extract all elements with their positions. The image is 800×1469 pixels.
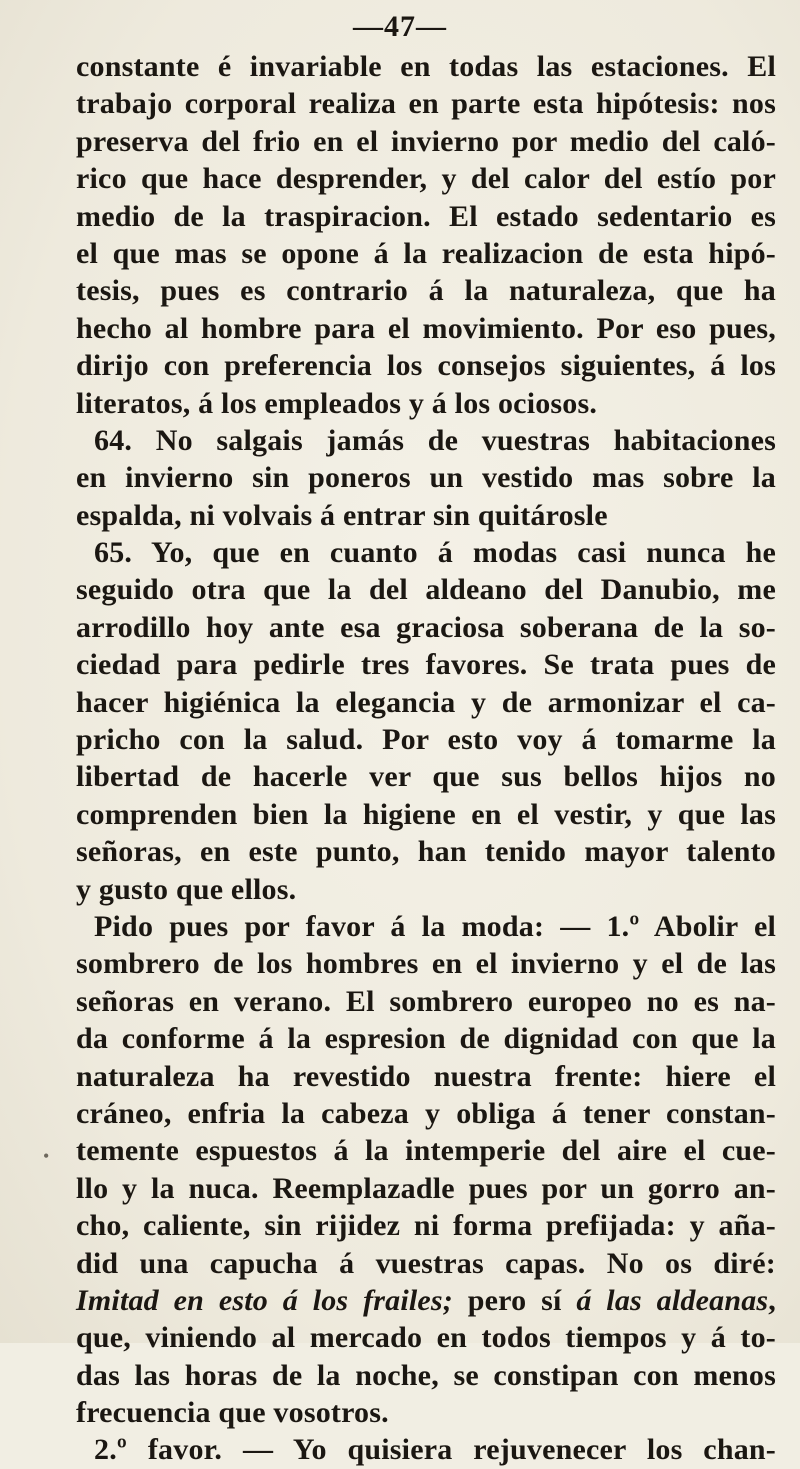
text-line: espalda, ni volvais á entrar sin quitárosle <box>76 498 608 532</box>
text-line: da conforme á la espresion de dignidad con que la <box>76 1022 776 1056</box>
text-line: hacer higiénica la elegancia y de armonizar el ca- <box>76 685 776 719</box>
text-line: libertad de hacerle ver que sus bellos hijos no <box>76 760 776 794</box>
text-line: tesis, pues es contrario á la naturaleza, que ha <box>76 274 776 308</box>
text-line: señoras, en este punto, han tenido mayor talento <box>76 835 776 869</box>
text-line: seguido otra que la del aldeano del Danubio, me <box>76 573 776 607</box>
text-line: dirijo con preferencia los consejos siguientes, á los <box>76 349 776 383</box>
paragraph-65-start: 65. Yo, que en cuanto á modas casi nunca he <box>94 536 776 570</box>
text-line: llo y la nuca. Reemplazadle pues por un gorro an- <box>76 1171 776 1205</box>
paragraph-64-start: 64. No salgais jamás de vuestras habitaciones <box>94 423 776 457</box>
text-line: señoras en verano. El sombrero europeo no es na- <box>76 984 776 1018</box>
text-line: en invierno sin poneros un vestido mas sobre la <box>76 461 776 495</box>
text-line: arrodillo hoy ante esa graciosa soberana de la so- <box>76 610 776 644</box>
text-line: frecuencia que vosotros. <box>76 1396 389 1430</box>
text-line: y gusto que ellos. <box>76 872 297 906</box>
text-line: trabajo corporal realiza en parte esta hipótesis: nos <box>76 87 776 121</box>
text-line: hecho al hombre para el movimiento. Por eso pues, <box>76 311 776 345</box>
text-line: que, viniendo al mercado en todos tiempos y á to- <box>76 1321 776 1355</box>
paragraph-favor-1-start: Pido pues por favor á la moda: — 1.º Abolir el <box>94 909 776 943</box>
plain-phrase: pero sí <box>453 1283 577 1317</box>
text-line: das las horas de la noche, se constipan con menos <box>76 1358 776 1392</box>
text-line: cho, caliente, sin rijidez ni forma prefijada: y aña- <box>76 1209 776 1243</box>
text-line: el que mas se opone á la realizacion de esta hipó- <box>76 236 776 270</box>
text-line: comprenden bien la higiene en el vestir, y que las <box>76 797 776 831</box>
paragraph-favor-2-start: 2.º favor. — Yo quisiera rejuvenecer los chan- <box>94 1433 776 1467</box>
text-line-mixed <box>76 1282 776 1319</box>
text-line: constante é invariable en todas las estaciones. El <box>76 50 776 83</box>
margin-speck-icon: • <box>43 1146 50 1166</box>
text-line: pricho con la salud. Por esto voy á tomarme la <box>76 723 776 757</box>
text-line: rico que hace desprender, y del calor del estío por <box>76 162 776 196</box>
text-line: did una capucha á vuestras capas. No os diré: <box>76 1246 776 1280</box>
text-line: cráneo, enfria la cabeza y obliga á tener constan- <box>76 1096 776 1130</box>
text-line: naturaleza ha revestido nuestra frente: hiere el <box>76 1059 776 1093</box>
text-line: medio de la traspiracion. El estado sedentario es <box>76 199 776 233</box>
text-line: temente espuestos á la intemperie del aire el cue- <box>76 1134 776 1168</box>
italic-phrase: Imitad en esto á los frailes; <box>76 1283 453 1317</box>
page-number: —47— <box>353 10 447 43</box>
text-line: ciedad para pedirle tres favores. Se trata pues de <box>76 648 776 682</box>
text-line: sombrero de los hombres en el invierno y el de las <box>76 947 776 981</box>
text-line: preserva del frio en el invierno por medio del caló- <box>76 124 776 158</box>
punctuation: , <box>768 1283 776 1317</box>
body-text <box>76 48 776 1469</box>
italic-phrase: á las aldeanas <box>576 1283 769 1317</box>
text-line: literatos, á los empleados y á los ociosos. <box>76 386 598 420</box>
